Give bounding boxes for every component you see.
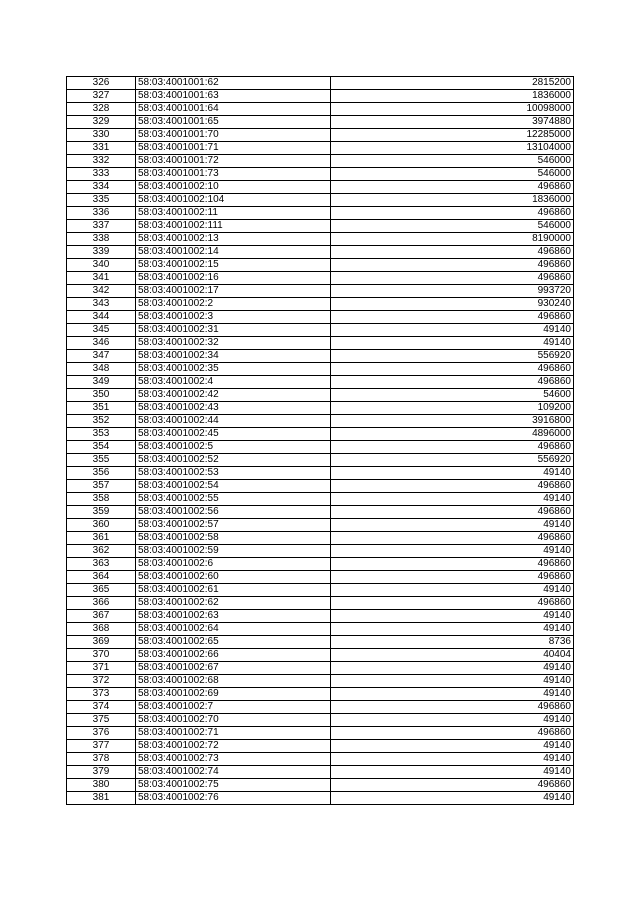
cadastral-number-cell: 58:03:4001002:74 [136,766,331,779]
table-row [67,233,574,246]
table-row [67,142,574,155]
table-row [67,337,574,350]
table-row [67,688,574,701]
cadastral-number-cell: 58:03:4001002:64 [136,623,331,636]
cadastral-number-cell: 58:03:4001001:71 [136,142,331,155]
table-row [67,129,574,142]
row-number-cell: 345 [67,324,136,337]
cadastral-value-table [66,76,574,805]
cadastral-number-cell: 58:03:4001002:57 [136,519,331,532]
row-number-cell: 353 [67,428,136,441]
cadastral-number-cell: 58:03:4001002:70 [136,714,331,727]
row-number-cell: 365 [67,584,136,597]
cadastral-number-cell: 58:03:4001002:69 [136,688,331,701]
row-number-cell: 328 [67,103,136,116]
cadastral-number-cell: 58:03:4001002:4 [136,376,331,389]
cadastral-number-cell: 58:03:4001002:67 [136,662,331,675]
cadastral-number-cell: 58:03:4001001:70 [136,129,331,142]
value-cell: 993720 [331,285,574,298]
table-row [67,662,574,675]
value-cell: 40404 [331,649,574,662]
value-cell: 496860 [331,571,574,584]
row-number-cell: 368 [67,623,136,636]
row-number-cell: 359 [67,506,136,519]
table-row [67,90,574,103]
row-number-cell: 362 [67,545,136,558]
row-number-cell: 354 [67,441,136,454]
value-cell: 2815200 [331,77,574,90]
cadastral-number-cell: 58:03:4001002:54 [136,480,331,493]
row-number-cell: 378 [67,753,136,766]
value-cell: 930240 [331,298,574,311]
value-cell: 109200 [331,402,574,415]
value-cell: 49140 [331,740,574,753]
row-number-cell: 332 [67,155,136,168]
row-number-cell: 358 [67,493,136,506]
row-number-cell: 357 [67,480,136,493]
value-cell: 546000 [331,220,574,233]
row-number-cell: 335 [67,194,136,207]
value-cell: 49140 [331,337,574,350]
table-row [67,324,574,337]
table-row [67,480,574,493]
value-cell: 496860 [331,207,574,220]
row-number-cell: 364 [67,571,136,584]
cadastral-number-cell: 58:03:4001002:7 [136,701,331,714]
cadastral-number-cell: 58:03:4001001:63 [136,90,331,103]
row-number-cell: 339 [67,246,136,259]
value-cell: 496860 [331,532,574,545]
value-cell: 496860 [331,246,574,259]
row-number-cell: 376 [67,727,136,740]
table-row [67,584,574,597]
table-row [67,363,574,376]
table-row [67,454,574,467]
value-cell: 49140 [331,584,574,597]
value-cell: 1836000 [331,90,574,103]
cadastral-number-cell: 58:03:4001002:14 [136,246,331,259]
cadastral-number-cell: 58:03:4001001:65 [136,116,331,129]
row-number-cell: 326 [67,77,136,90]
value-cell: 556920 [331,350,574,363]
cadastral-number-cell: 58:03:4001002:52 [136,454,331,467]
row-number-cell: 349 [67,376,136,389]
row-number-cell: 342 [67,285,136,298]
cadastral-number-cell: 58:03:4001001:62 [136,77,331,90]
cadastral-number-cell: 58:03:4001002:44 [136,415,331,428]
row-number-cell: 340 [67,259,136,272]
row-number-cell: 348 [67,363,136,376]
cadastral-number-cell: 58:03:4001002:65 [136,636,331,649]
value-cell: 556920 [331,454,574,467]
cadastral-number-cell: 58:03:4001002:16 [136,272,331,285]
cadastral-number-cell: 58:03:4001002:42 [136,389,331,402]
row-number-cell: 347 [67,350,136,363]
table-row [67,701,574,714]
table-row [67,259,574,272]
row-number-cell: 361 [67,532,136,545]
value-cell: 49140 [331,792,574,805]
cadastral-number-cell: 58:03:4001002:60 [136,571,331,584]
table-row [67,558,574,571]
value-cell: 496860 [331,480,574,493]
value-cell: 54600 [331,389,574,402]
cadastral-number-cell: 58:03:4001002:56 [136,506,331,519]
table-row [67,246,574,259]
value-cell: 496860 [331,259,574,272]
value-cell: 49140 [331,324,574,337]
table-row [67,389,574,402]
cadastral-number-cell: 58:03:4001002:10 [136,181,331,194]
table-row [67,272,574,285]
table-row [67,779,574,792]
cadastral-number-cell: 58:03:4001002:111 [136,220,331,233]
row-number-cell: 350 [67,389,136,402]
value-cell: 496860 [331,506,574,519]
value-cell: 49140 [331,688,574,701]
table-row [67,532,574,545]
row-number-cell: 379 [67,766,136,779]
row-number-cell: 337 [67,220,136,233]
cadastral-number-cell: 58:03:4001002:59 [136,545,331,558]
cadastral-number-cell: 58:03:4001002:31 [136,324,331,337]
cadastral-number-cell: 58:03:4001001:72 [136,155,331,168]
row-number-cell: 377 [67,740,136,753]
table-row [67,636,574,649]
row-number-cell: 343 [67,298,136,311]
value-cell: 496860 [331,363,574,376]
value-cell: 546000 [331,155,574,168]
table-row [67,402,574,415]
table-row [67,181,574,194]
value-cell: 49140 [331,610,574,623]
cadastral-number-cell: 58:03:4001002:53 [136,467,331,480]
table-row [67,103,574,116]
row-number-cell: 346 [67,337,136,350]
row-number-cell: 356 [67,467,136,480]
cadastral-number-cell: 58:03:4001002:66 [136,649,331,662]
row-number-cell: 369 [67,636,136,649]
cadastral-number-cell: 58:03:4001001:73 [136,168,331,181]
cadastral-number-cell: 58:03:4001002:45 [136,428,331,441]
value-cell: 49140 [331,467,574,480]
cadastral-number-cell: 58:03:4001002:5 [136,441,331,454]
row-number-cell: 338 [67,233,136,246]
table-row [67,194,574,207]
cadastral-number-cell: 58:03:4001002:75 [136,779,331,792]
row-number-cell: 366 [67,597,136,610]
table-row [67,415,574,428]
table-row [67,493,574,506]
value-cell: 3916800 [331,415,574,428]
cadastral-number-cell: 58:03:4001002:68 [136,675,331,688]
cadastral-number-cell: 58:03:4001002:3 [136,311,331,324]
cadastral-number-cell: 58:03:4001002:13 [136,233,331,246]
row-number-cell: 352 [67,415,136,428]
table-row [67,155,574,168]
table-row [67,467,574,480]
value-cell: 49140 [331,714,574,727]
row-number-cell: 333 [67,168,136,181]
table-body [67,77,574,805]
value-cell: 49140 [331,675,574,688]
cadastral-number-cell: 58:03:4001002:73 [136,753,331,766]
value-cell: 496860 [331,701,574,714]
table-row [67,506,574,519]
cadastral-number-cell: 58:03:4001002:63 [136,610,331,623]
table-row [67,649,574,662]
table-row [67,285,574,298]
value-cell: 8190000 [331,233,574,246]
row-number-cell: 367 [67,610,136,623]
table-row [67,610,574,623]
row-number-cell: 329 [67,116,136,129]
table-row [67,675,574,688]
value-cell: 546000 [331,168,574,181]
cadastral-number-cell: 58:03:4001002:6 [136,558,331,571]
row-number-cell: 355 [67,454,136,467]
value-cell: 496860 [331,181,574,194]
row-number-cell: 334 [67,181,136,194]
value-cell: 4896000 [331,428,574,441]
value-cell: 8736 [331,636,574,649]
row-number-cell: 327 [67,90,136,103]
row-number-cell: 373 [67,688,136,701]
table-row [67,220,574,233]
row-number-cell: 360 [67,519,136,532]
value-cell: 10098000 [331,103,574,116]
cadastral-number-cell: 58:03:4001002:2 [136,298,331,311]
cadastral-number-cell: 58:03:4001002:72 [136,740,331,753]
value-cell: 496860 [331,272,574,285]
cadastral-number-cell: 58:03:4001002:104 [136,194,331,207]
table-row [67,441,574,454]
value-cell: 49140 [331,545,574,558]
value-cell: 13104000 [331,142,574,155]
cadastral-number-cell: 58:03:4001002:17 [136,285,331,298]
row-number-cell: 331 [67,142,136,155]
cadastral-number-cell: 58:03:4001001:64 [136,103,331,116]
table-row [67,545,574,558]
value-cell: 49140 [331,519,574,532]
row-number-cell: 375 [67,714,136,727]
row-number-cell: 381 [67,792,136,805]
table-row [67,350,574,363]
table-row [67,311,574,324]
row-number-cell: 341 [67,272,136,285]
row-number-cell: 374 [67,701,136,714]
cadastral-number-cell: 58:03:4001002:61 [136,584,331,597]
cadastral-number-cell: 58:03:4001002:76 [136,792,331,805]
row-number-cell: 336 [67,207,136,220]
table-row [67,727,574,740]
table-row [67,428,574,441]
row-number-cell: 371 [67,662,136,675]
value-cell: 3974880 [331,116,574,129]
cadastral-number-cell: 58:03:4001002:71 [136,727,331,740]
value-cell: 49140 [331,623,574,636]
value-cell: 49140 [331,766,574,779]
table-row [67,298,574,311]
table-row [67,623,574,636]
cadastral-number-cell: 58:03:4001002:11 [136,207,331,220]
value-cell: 49140 [331,753,574,766]
cadastral-number-cell: 58:03:4001002:43 [136,402,331,415]
table-row [67,207,574,220]
cadastral-number-cell: 58:03:4001002:58 [136,532,331,545]
table-row [67,753,574,766]
table-row [67,116,574,129]
value-cell: 496860 [331,311,574,324]
value-cell: 496860 [331,597,574,610]
cadastral-number-cell: 58:03:4001002:34 [136,350,331,363]
value-cell: 496860 [331,727,574,740]
value-cell: 49140 [331,493,574,506]
row-number-cell: 372 [67,675,136,688]
table-row [67,792,574,805]
table-row [67,597,574,610]
value-cell: 496860 [331,441,574,454]
cadastral-number-cell: 58:03:4001002:55 [136,493,331,506]
row-number-cell: 344 [67,311,136,324]
table-row [67,740,574,753]
cadastral-number-cell: 58:03:4001002:35 [136,363,331,376]
value-cell: 49140 [331,662,574,675]
table-row [67,168,574,181]
value-cell: 1836000 [331,194,574,207]
value-cell: 12285000 [331,129,574,142]
row-number-cell: 363 [67,558,136,571]
table-row [67,77,574,90]
row-number-cell: 330 [67,129,136,142]
cadastral-number-cell: 58:03:4001002:32 [136,337,331,350]
row-number-cell: 351 [67,402,136,415]
value-cell: 496860 [331,558,574,571]
table-row [67,376,574,389]
value-cell: 496860 [331,779,574,792]
row-number-cell: 370 [67,649,136,662]
cadastral-number-cell: 58:03:4001002:62 [136,597,331,610]
table-row [67,766,574,779]
cadastral-number-cell: 58:03:4001002:15 [136,259,331,272]
row-number-cell: 380 [67,779,136,792]
table-row [67,571,574,584]
value-cell: 496860 [331,376,574,389]
table-row [67,714,574,727]
table-row [67,519,574,532]
